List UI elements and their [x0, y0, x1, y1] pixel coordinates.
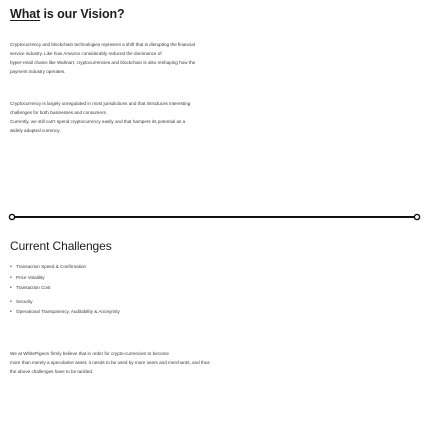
text-line: service industry. Like how Amazon considerably reduced the dominance of: [10, 51, 162, 56]
list-item: [10, 273, 120, 284]
text-line: the above challenges have to be tackled.: [10, 369, 94, 374]
challenges-list: [10, 262, 120, 318]
vision-paragraph-2: [10, 99, 400, 135]
vision-paragraph-1: [10, 40, 400, 76]
text-line: Cryptocurrency is largely unregulated in most jurisdictions and that introduces interesting: [10, 101, 191, 106]
text-line: payment industry operates.: [10, 69, 66, 74]
bullet-icon: •: [10, 309, 12, 315]
vision-heading-prefix: What: [10, 7, 41, 21]
list-item: [10, 283, 120, 294]
section-divider: [8, 213, 422, 221]
bullet-icon: •: [10, 264, 12, 270]
list-item-label: Transaction Cost: [16, 285, 51, 290]
list-item-label: Transaction Speed & Confirmation: [16, 264, 87, 269]
list-item: [10, 297, 120, 308]
closing-paragraph: [10, 349, 400, 376]
challenges-heading: Current Challenges: [10, 239, 112, 253]
bullet-icon: •: [10, 274, 12, 281]
vision-heading: [10, 7, 125, 21]
list-item-label: Security: [16, 298, 33, 304]
list-item: [10, 262, 120, 273]
vision-heading-rest: is our Vision?: [40, 7, 125, 21]
bullet-icon: •: [10, 285, 12, 291]
text-line: We at WhitePigeon firmly believe that in order for crypto-currencies to become: [10, 351, 169, 356]
text-line: challenges for both businesses and consumers.: [10, 110, 108, 115]
text-line: Cryptocurrency and blockchain technologies represent a shift that is disrupting the financial: [10, 42, 195, 47]
text-line: Currently, we still can't spend cryptocurrency easily and that hampers its potential as a: [10, 119, 186, 124]
bullet-icon: •: [10, 298, 12, 305]
text-line: more than merely a speculative asset, it needs to be used by more users and merchants, and thus: [10, 360, 210, 365]
list-item-label: Operational Transparency, Auditability & Anonymity: [16, 309, 120, 314]
list-item-label: Price Volatility: [16, 274, 45, 280]
text-line: hyper-retail chains like Walmart, cryptocurrencies and blockchain is also reshaping how the: [10, 60, 196, 65]
list-item: [10, 307, 120, 318]
text-line: widely adopted currency.: [10, 128, 61, 133]
